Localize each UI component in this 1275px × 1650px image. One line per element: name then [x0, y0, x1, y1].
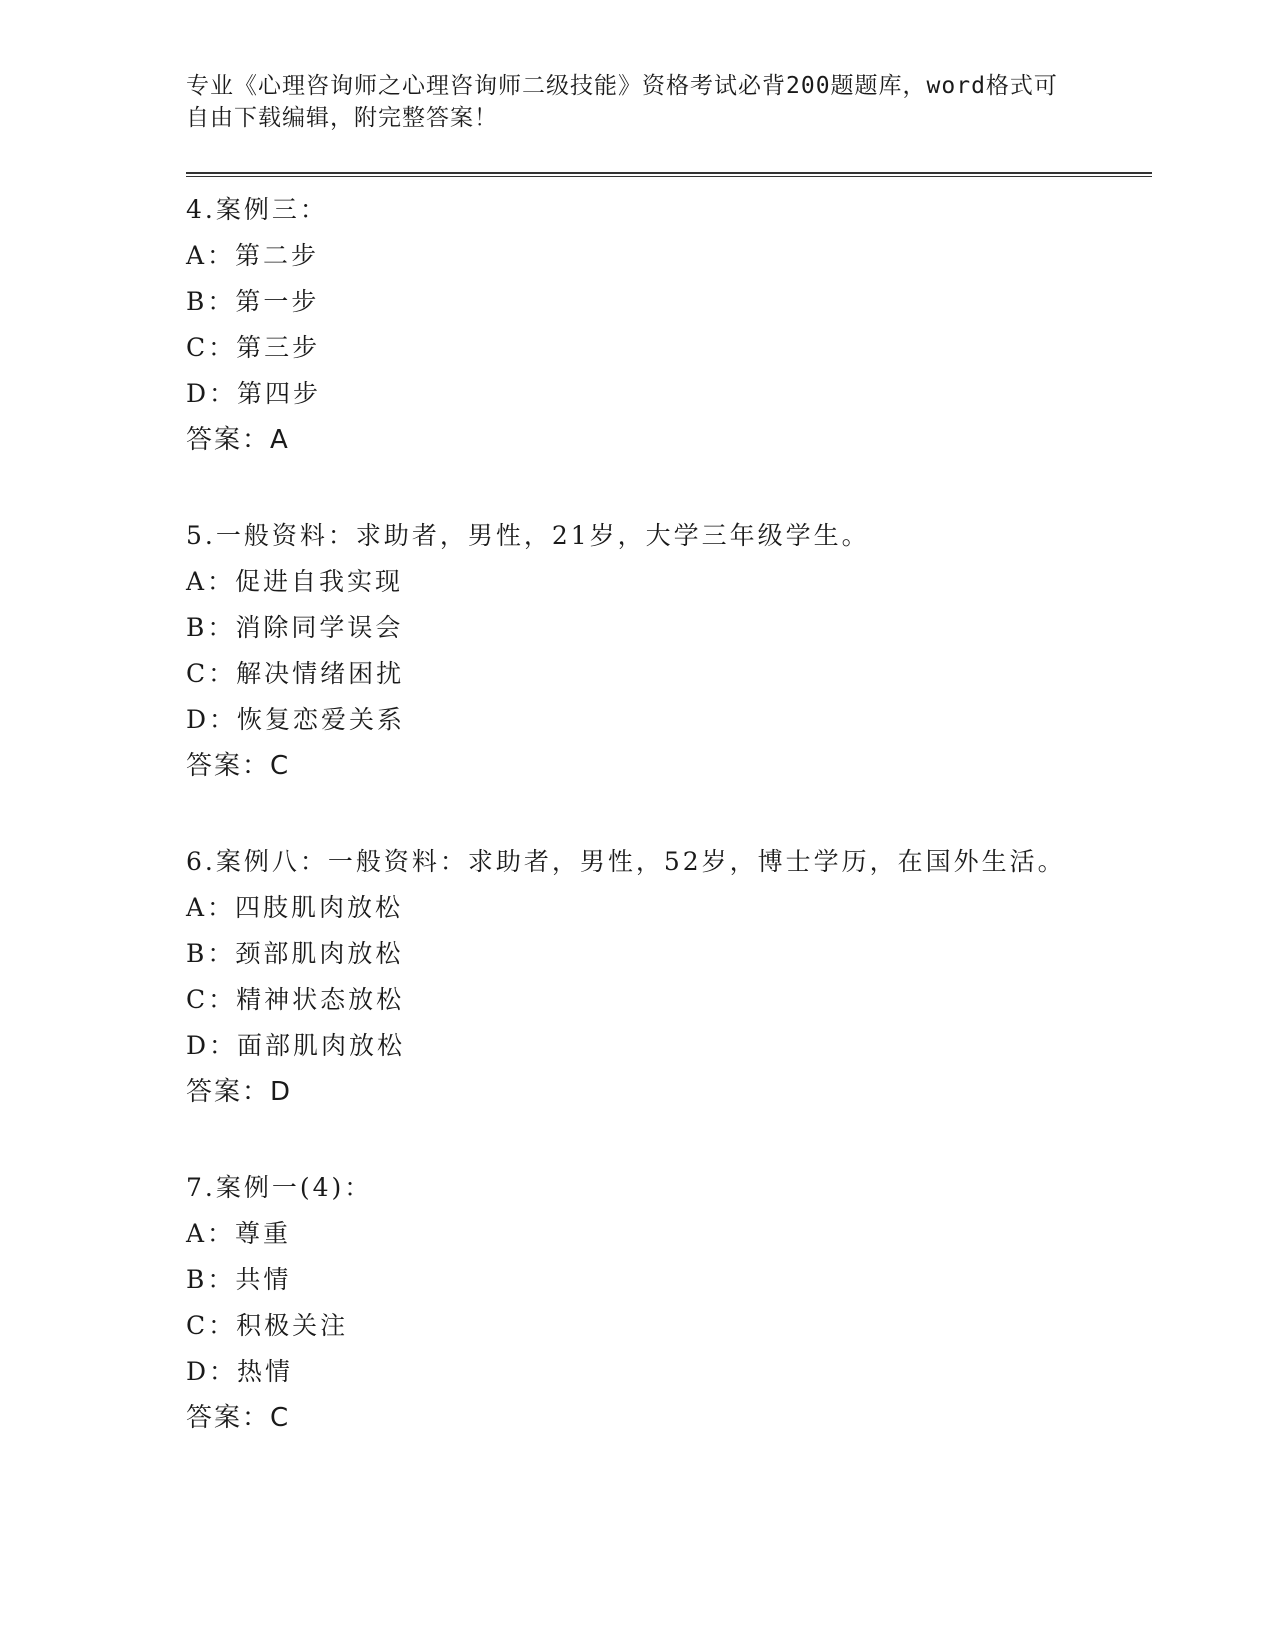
option-a: A：尊重 [186, 1219, 292, 1248]
question-5 [186, 513, 1146, 789]
option-b: B：共情 [186, 1265, 292, 1294]
answer-line: 答案：C [186, 1403, 291, 1433]
question-stem: 5.一般资料：求助者，男性，21岁，大学三年级学生。 [186, 521, 870, 550]
option-b: B：颈部肌肉放松 [186, 939, 404, 968]
answer-line: 答案：C [186, 751, 291, 781]
option-d: D：热情 [186, 1357, 294, 1386]
question-6 [186, 839, 1146, 1115]
option-d: D：恢复恋爱关系 [186, 705, 406, 734]
question-stem: 7.案例一(4)： [186, 1173, 373, 1202]
question-stem: 6.案例八：一般资料：求助者，男性，52岁，博士学历，在国外生活。 [186, 847, 1066, 876]
answer-line: 答案：A [186, 425, 290, 455]
option-a: A：促进自我实现 [186, 567, 404, 596]
question-7 [186, 1165, 1146, 1441]
option-c: C：解决情绪困扰 [186, 659, 405, 688]
option-d: D：面部肌肉放松 [186, 1031, 406, 1060]
document-intro: 专业《心理咨询师之心理咨询师二级技能》资格考试必背200题题库，word格式可自由下载编辑，附完整答案！ [186, 73, 1058, 131]
option-b: B：消除同学误会 [186, 613, 404, 642]
option-c: C：精神状态放松 [186, 985, 405, 1014]
option-b: B：第一步 [186, 287, 320, 316]
option-a: A：第二步 [186, 241, 320, 270]
question-list [186, 187, 1146, 1441]
document-page [186, 70, 1146, 1491]
question-4 [186, 187, 1146, 463]
option-a: A：四肢肌肉放松 [186, 893, 404, 922]
answer-line: 答案：D [186, 1077, 293, 1107]
header-divider [186, 172, 1152, 177]
option-c: C：第三步 [186, 333, 321, 362]
option-d: D：第四步 [186, 379, 322, 408]
option-c: C：积极关注 [186, 1311, 349, 1340]
question-stem: 4.案例三： [186, 195, 328, 224]
